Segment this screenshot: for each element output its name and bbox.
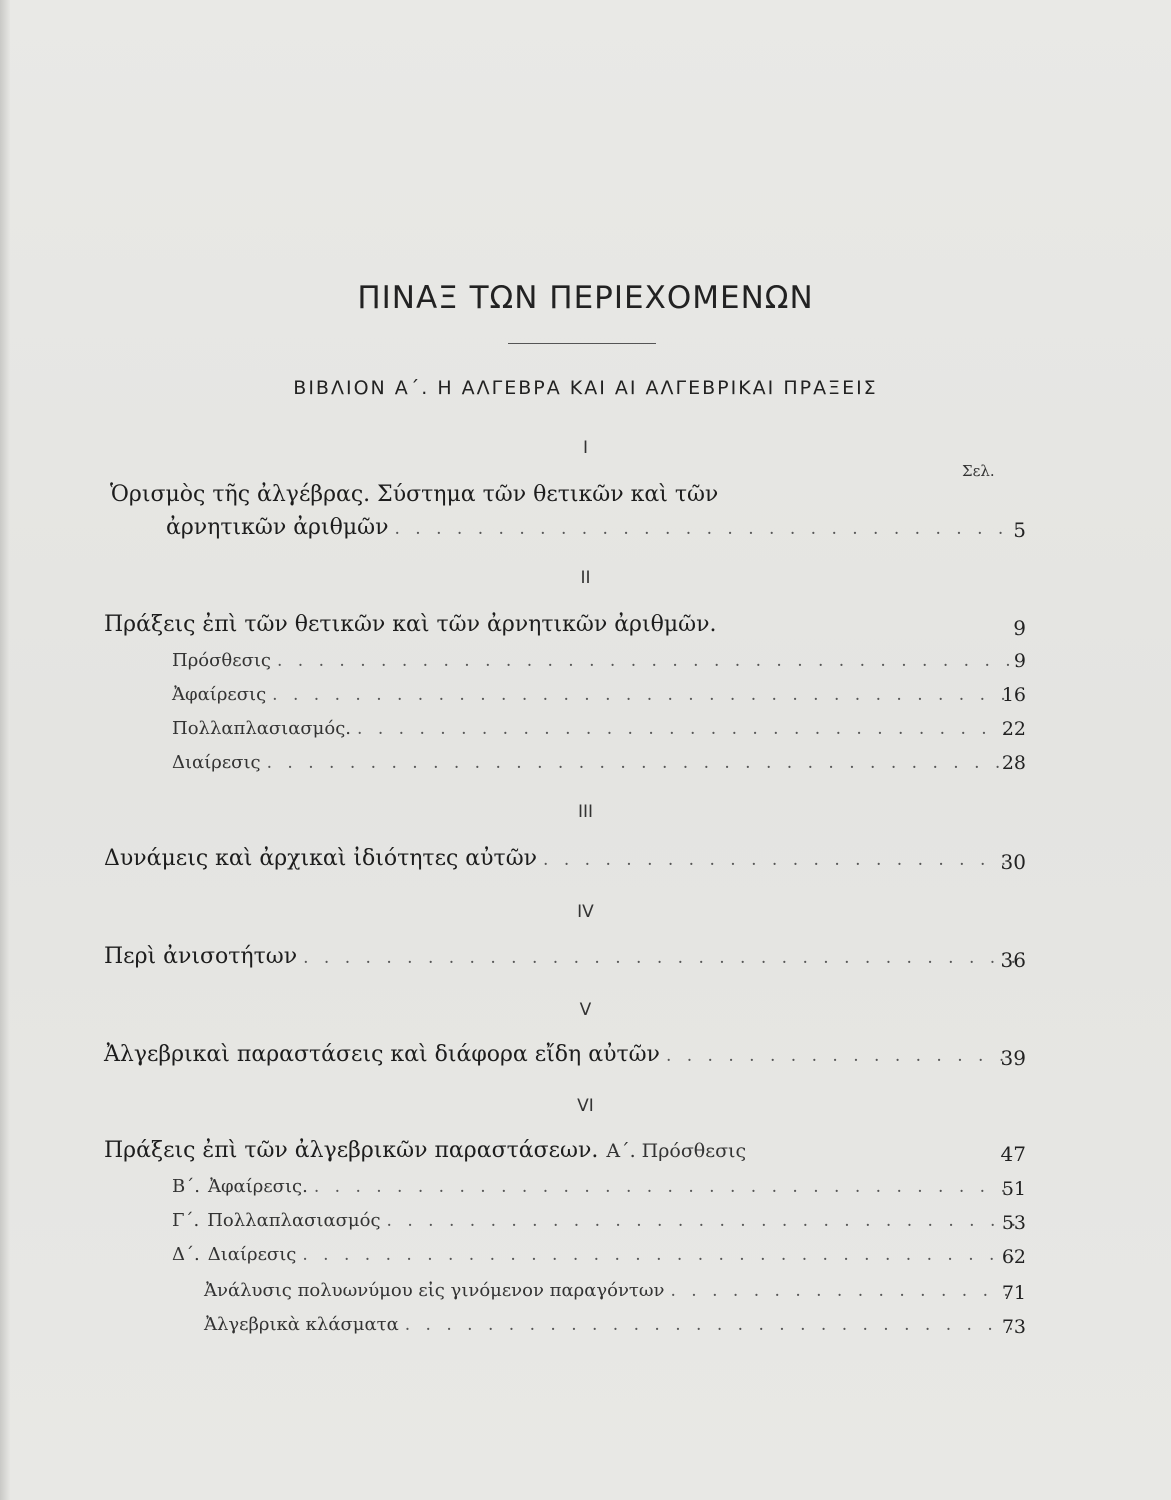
section-number-1: I — [582, 438, 588, 458]
toc-entry-4 — [104, 944, 1023, 969]
leader-dots — [666, 1046, 1017, 1066]
toc-subsubentry — [204, 1280, 1023, 1301]
leader-dots — [670, 1281, 1017, 1301]
leader-dots — [405, 1315, 1017, 1335]
toc-page-number: 9 — [1013, 616, 1026, 640]
toc-entry-label: Ἀλγεβρικαὶ παραστάσεις καὶ διάφορα εἴδη αὐτῶν — [104, 1042, 660, 1067]
toc-entry-label: ἀρνητικῶν ἀριθμῶν — [166, 515, 389, 540]
toc-subentry — [172, 1176, 1023, 1197]
toc-entry-1-line2 — [166, 515, 1023, 540]
leader-dots — [303, 948, 1017, 968]
title-divider — [508, 343, 656, 344]
toc-entry-label: Πράξεις ἐπὶ τῶν θετικῶν καὶ τῶν ἀρνητικῶν ἀριθμῶν. — [104, 612, 717, 637]
book-heading: ΒΙΒΛΙΟΝ Α΄. Η ΑΛΓΕΒΡΑ ΚΑΙ ΑΙ ΑΛΓΕΒΡΙΚΑΙ ΠΡΑΞΕΙΣ — [293, 377, 878, 399]
toc-entry-6 — [104, 1138, 1023, 1163]
section-number-5: V — [579, 1000, 592, 1020]
toc-entry-prefix: Γ΄. — [172, 1210, 200, 1231]
toc-entry-2 — [104, 612, 1023, 637]
toc-entry-label: Ἀλγεβρικὰ κλάσματα — [204, 1314, 399, 1335]
leader-dots — [394, 519, 1017, 539]
toc-page-number: 28 — [1001, 752, 1026, 774]
toc-entry-label: Ἀνάλυσις πολυωνύμου εἰς γινόμενον παραγόντων — [204, 1280, 665, 1301]
toc-entry-label: Ἀφαίρεσις — [172, 684, 267, 705]
toc-page-number: 53 — [1001, 1212, 1026, 1234]
toc-subentry — [172, 718, 1023, 739]
toc-entry-sublabel: Α΄. Πρόσθεσις — [606, 1140, 747, 1162]
toc-entry-label: Ὁρισμὸς τῆς ἀλγέβρας. Σύστημα τῶν θετικῶν καὶ τῶν — [110, 482, 719, 507]
toc-subentry — [172, 650, 1023, 671]
leader-dots — [272, 685, 1017, 705]
toc-entry-label: Πράξεις ἐπὶ τῶν ἀλγεβρικῶν παραστάσεων. — [104, 1138, 599, 1163]
toc-subentry — [172, 1244, 1023, 1265]
toc-page-number: 39 — [1000, 1046, 1026, 1070]
toc-subsubentry — [204, 1314, 1023, 1335]
toc-entry-label: Διαίρεσις — [207, 1244, 297, 1265]
toc-entry-prefix: Β΄. — [172, 1176, 200, 1197]
toc-page-number: 30 — [1000, 850, 1026, 874]
toc-page-number: 73 — [1001, 1316, 1026, 1338]
toc-page-number: 22 — [1001, 718, 1026, 740]
leader-dots — [543, 850, 1017, 870]
leader-dots — [314, 1177, 1017, 1197]
leader-dots — [357, 719, 1017, 739]
toc-entry-label: Διαίρεσις — [172, 752, 261, 773]
toc-entry-label: Πολλαπλασιασμός — [207, 1210, 381, 1231]
section-number-2: II — [580, 568, 591, 588]
toc-subentry — [172, 684, 1023, 705]
toc-page-number: 71 — [1001, 1282, 1026, 1304]
leader-dots — [267, 753, 1017, 773]
section-number-6: VI — [577, 1096, 594, 1116]
toc-entry-1-line1 — [110, 482, 1023, 507]
toc-page-number: 5 — [1013, 518, 1026, 542]
toc-subentry — [172, 752, 1023, 773]
toc-page-number: 16 — [1001, 684, 1026, 706]
leader-dots — [277, 651, 1017, 671]
toc-page-number: 47 — [1000, 1142, 1026, 1166]
leader-dots — [302, 1245, 1017, 1265]
toc-page-number: 62 — [1001, 1246, 1026, 1268]
toc-entry-3 — [104, 846, 1023, 871]
toc-entry-label: Περὶ ἀνισοτήτων — [104, 944, 298, 969]
toc-page-number: 51 — [1001, 1178, 1026, 1200]
page-column-label: Σελ. — [962, 462, 995, 480]
page-gutter-shadow — [0, 0, 10, 1500]
page-title: ΠΙΝΑΞ ΤΩΝ ΠΕΡΙΕΧΟΜΕΝΩΝ — [357, 280, 814, 316]
toc-page-number: 9 — [1013, 650, 1026, 672]
toc-entry-prefix: Δ΄. — [172, 1244, 200, 1265]
section-number-4: IV — [577, 902, 594, 922]
section-number-3: III — [577, 802, 594, 822]
toc-entry-label: Δυνάμεις καὶ ἀρχικαὶ ἰδιότητες αὐτῶν — [104, 846, 538, 871]
toc-entry-label: Πρόσθεσις — [172, 650, 271, 671]
leader-dots — [387, 1211, 1017, 1231]
toc-subentry — [172, 1210, 1023, 1231]
toc-entry-label: Πολλαπλασιασμός. — [172, 718, 352, 739]
toc-entry-label: Ἀφαίρεσις. — [207, 1176, 308, 1197]
toc-page-number: 36 — [1000, 948, 1026, 972]
toc-entry-5 — [104, 1042, 1023, 1067]
